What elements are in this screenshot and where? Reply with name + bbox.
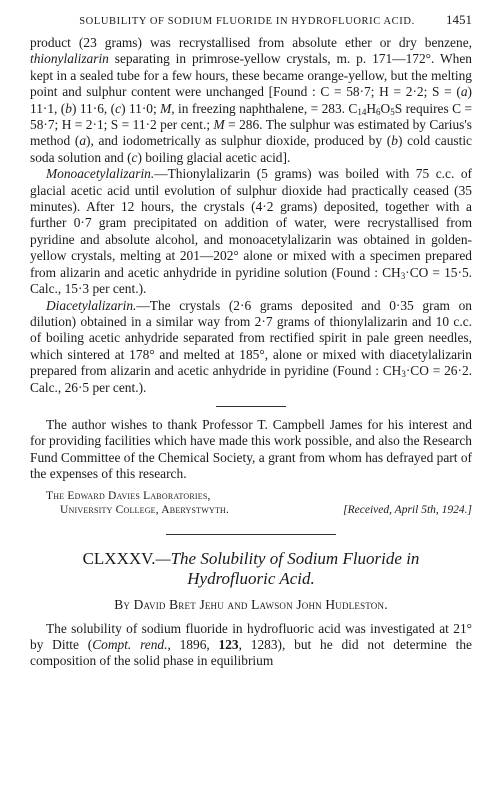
- affiliation-line-1: The Edward Davies Laboratories,: [46, 489, 211, 502]
- page-number: 1451: [446, 12, 472, 27]
- divider: [166, 534, 336, 535]
- received-date: [Received, April 5th, 1924.]: [343, 504, 472, 517]
- running-title: SOLUBILITY OF SODIUM FLUORIDE IN HYDROFLUORIC ACID.: [79, 16, 415, 27]
- article-title: CLXXXV.—The Solubility of Sodium Fluoride in Hydrofluoric Acid.: [82, 548, 420, 588]
- divider: [216, 406, 286, 407]
- paragraph-thionylalizarin: product (23 grams) was recrystallised from absolute ether or dry benzene, thionylalizarin separating in primrose-yellow crystals, m. p. 171—172°. When kept in a sealed tube for a few hours, these became orange-yellow, but the melting point and sulphur content were unchanged [Found : C = 58·7; H = 2·2; S = (a) 11·1, (b) 11·6, (c) 11·0; M, in freezing naphthalene, = 283. $C_{14}H_6O_5S$ requires C = 58·7; H = 2·1; S = 11·2 per cent.; M = 286. The sulphur was estimated by Carius's method (a), and iodometrically as sulphur dioxide, produced by (b) cold caustic soda solution and (c) boiling glacial acetic acid].: [30, 35, 472, 165]
- article-number: CLXXXV.: [82, 548, 156, 568]
- paragraph-diacetylalizarin: Diacetylalizarin.—The crystals (2·6 grams deposited and 0·35 gram on dilution) obtained in a similar way from 2·7 grams of thionylalizarin and 10 c.c. of boiling acetic anhydride separated from rectified spirit in pale green needles, which sintered at 178° and melted at 185°, alone or mixed with diacetylalizarin prepared from alizarin and acetic anhydride in pyridine (Found : $CH_3\cdot CO = 26\cdot 2$. Calc., 26·5 per cent.).: [30, 297, 472, 395]
- paragraph-monoacetylalizarin: Monoacetylalizarin.—Thionylalizarin (5 grams) was boiled with 75 c.c. of glacial acetic acid until evolution of sulphur dioxide had practically ceased (35 minutes). After 12 hours, the crystals (4·2 grams) deposited, together with a further 0·7 gram precipitated on addition of water, were recrystallised from pyridine and absolute alcohol, and monoacetylalizarin was obtained in golden-yellow crystals, melting at 201—202° alone or mixed with a specimen prepared from alizarin and acetic anhydride in pyridine solution (Found : $CH_3\cdot CO = 15\cdot 5$. Calc., 15·3 per cent.).: [30, 166, 472, 297]
- article-body: [30, 35, 472, 396]
- authors: By David Bret Jehu and Lawson John Hudleston.: [114, 596, 388, 612]
- intro-paragraph: The solubility of sodium fluoride in hydrofluoric acid was investigated at 21° by Ditte (Compt. rend., 1896, 123, 1283), but he did not determine the composition of the solid phase in equilibrium: [30, 620, 472, 669]
- acknowledgement: The author wishes to thank Professor T. Campbell James for his interest and for providing facilities which have made this work possible, and also the Research Fund Committee of the Chemical Society, a grant from whom has defrayed part of the expenses of this research.: [30, 416, 472, 482]
- affiliation: [30, 489, 472, 518]
- compound-name: Monoacetylalizarin.: [46, 166, 155, 182]
- running-head: [30, 12, 472, 28]
- affiliation-line-2: University College, Aberystwyth.: [60, 504, 230, 517]
- compound-name: Diacetylalizarin.: [46, 297, 137, 313]
